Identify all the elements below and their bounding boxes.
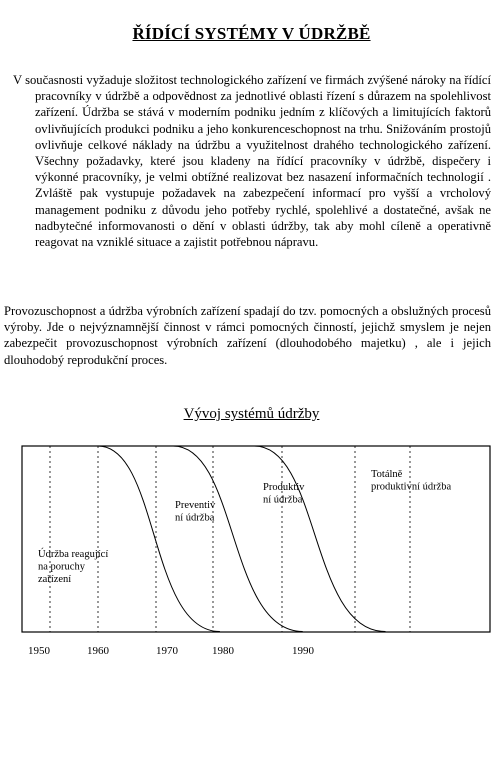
- curve-label-3-line-2: ní údržba: [263, 494, 303, 506]
- x-tick-1990: 1990: [292, 645, 314, 657]
- chart-frame: [22, 446, 490, 632]
- series-curve-3: [254, 446, 385, 632]
- curve-label-1-line-1: Údržba reagující: [38, 549, 109, 560]
- curve-labels: [38, 469, 452, 585]
- curve-label-4-line-1: Totálně: [371, 469, 403, 480]
- curve-label-4-line-2: produktivní údržba: [371, 481, 452, 493]
- x-tick-1980: 1980: [212, 645, 234, 657]
- chart-title: Vývoj systémů údržby: [183, 406, 320, 422]
- paragraph-2: Provozuschopnost a údržba výrobních zařízení spadají do tzv. pomocných a obslužných procesů výroby. Jde o nejvýznamnější činnost v rámci pomocných činností, jejichž smyslem je nejen zabezpečit provozuschopnost výrobních zařízení (dlouhodobého majetku) , ale i jejich dlouhodobý reprodukční proces.: [4, 304, 491, 367]
- curve-label-3-line-1: Produktiv: [263, 482, 305, 493]
- curve-label-1-line-3: zařízení: [38, 574, 72, 585]
- series-curves: [98, 446, 386, 632]
- series-curve-2: [173, 446, 303, 632]
- curve-label-2-line-1: Preventiv: [175, 500, 216, 511]
- x-axis-ticks: [28, 645, 315, 657]
- series-curve-1: [98, 446, 220, 632]
- curve-label-1-line-2: na poruchy: [38, 561, 85, 573]
- x-tick-1970: 1970: [156, 645, 178, 657]
- curve-label-2-line-2: ní údržba: [175, 512, 215, 524]
- document-title: ŘÍDÍCÍ SYSTÉMY V ÚDRŽBĚ: [132, 24, 371, 43]
- x-tick-1950: 1950: [28, 645, 50, 657]
- grid-lines: [50, 446, 410, 632]
- x-tick-1960: 1960: [87, 645, 109, 657]
- paragraph-1: V současnosti vyžaduje složitost technologického zařízení ve firmách zvýšené nároky na řídící pracovníky v údržbě a odpovědnost za jednotlivé oblasti řízení s důrazem na spolehlivost zařízení. Údržba se stává v moderním podniku jedním z klíčových a limitujících faktorů ovlivňujících produkci podniku a jeho konkurenceschopnost na trhu. Snižováním prostojů ovlivňuje celkové náklady na údržbu a využitelnost drahého technologického zařízení. Všechny požadavky, které jsou kladeny na řídící pracovníky v údržbě, dispečery i výkonné pracovníky, je velmi obtížné realizovat bez nasazení informačních technologií . Zvláště pak vystupuje požadavek na zabezpečení informací pro vyšší a vrcholový management podniku z důvodu jeho potřeby rychlé, spolehlivé a dostatečné, avšak ne nadbytečné informovanosti o dění v oblasti údržby, tak aby mohl cíleně a operativně reagovat na vzniklé situace a zajistit potřebnou nápravu.: [13, 73, 491, 250]
